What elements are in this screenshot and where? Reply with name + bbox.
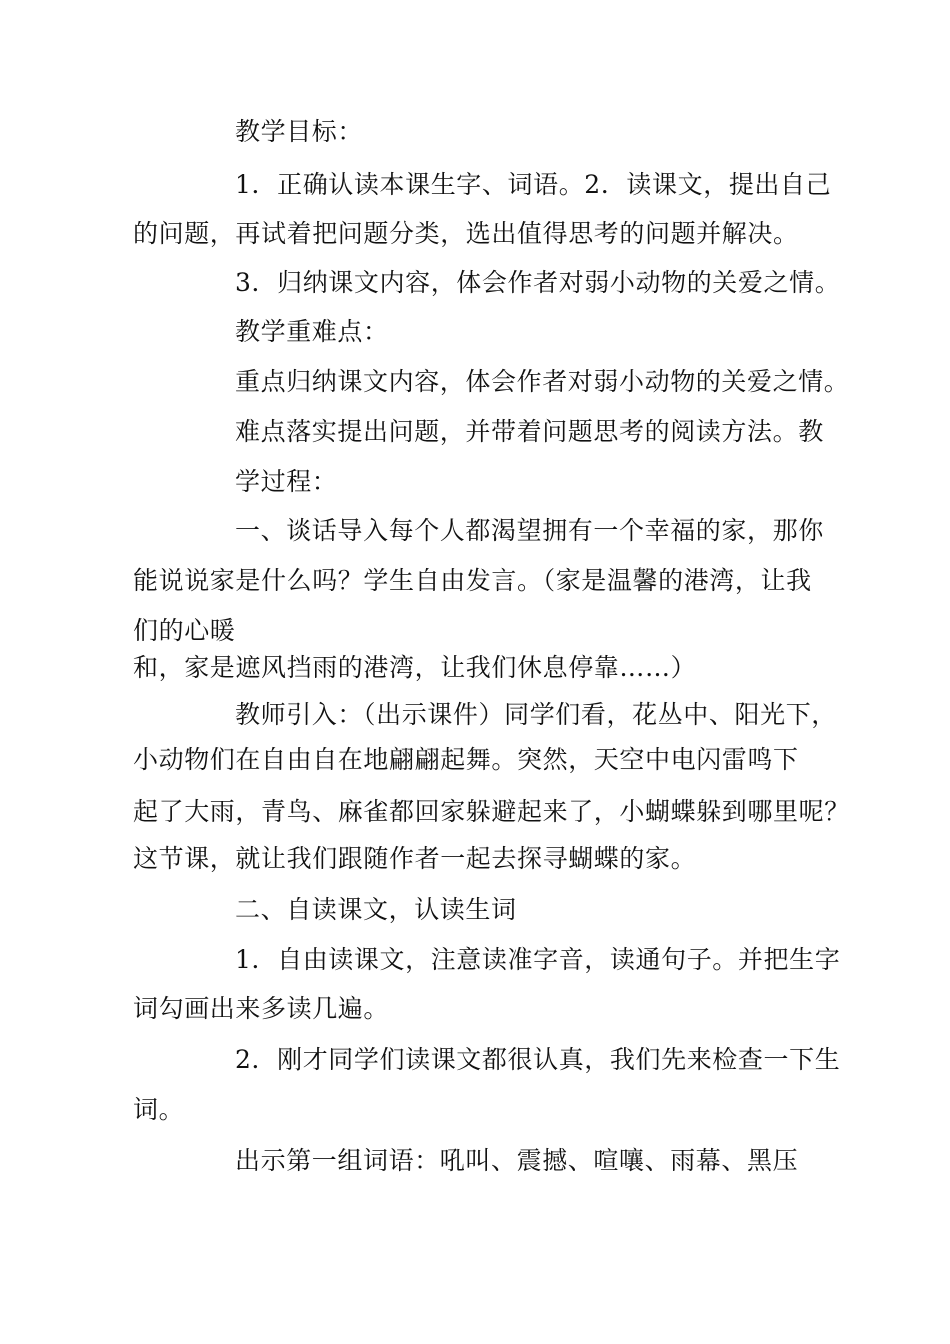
paragraph-line: 教师引入：（出示课件）同学们看，花丛中、阳光下，: [235, 700, 837, 729]
paragraph-line: 起了大雨，青鸟、麻雀都回家躲避起来了，小蝴蝶躲到哪里呢？: [133, 797, 850, 826]
paragraph-line: 难点落实提出问题，并带着问题思考的阅读方法。教: [235, 417, 824, 446]
heading-process: 学过程：: [235, 467, 338, 496]
paragraph-line: 能说说家是什么吗？学生自由发言。（家是温馨的港湾，让我: [133, 566, 812, 595]
paragraph-line: 重点归纳课文内容，体会作者对弱小动物的关爱之情。: [235, 367, 850, 396]
paragraph-line: 一、谈话导入每个人都渴望拥有一个幸福的家，那你: [235, 516, 824, 545]
paragraph-line: 1．正确认读本课生字、词语。2．读课文，提出自己: [235, 170, 832, 199]
paragraph-line: 出示第一组词语：吼叫、震撼、喧嚷、雨幕、黑压: [235, 1146, 799, 1175]
section-heading: 二、自读课文，认读生词: [235, 895, 517, 924]
paragraph-line: 3．归纳课文内容，体会作者对弱小动物的关爱之情。: [235, 268, 841, 297]
paragraph-line: 这节课，就让我们跟随作者一起去探寻蝴蝶的家。: [133, 844, 697, 873]
paragraph-line: 的问题，再试着把问题分类，选出值得思考的问题并解决。: [133, 219, 799, 248]
heading-teaching-goals: 教学目标：: [235, 117, 364, 146]
paragraph-line: 词勾画出来多读几遍。: [133, 994, 390, 1023]
paragraph-line: 2．刚才同学们读课文都很认真，我们先来检查一下生: [235, 1045, 841, 1074]
paragraph-line: 1．自由读课文，注意读准字音，读通句子。并把生字: [235, 945, 841, 974]
paragraph-line: 小动物们在自由自在地翩翩起舞。突然，天空中电闪雷鸣下: [133, 745, 799, 774]
paragraph-line: 们的心暖: [133, 616, 236, 645]
paragraph-line: 和，家是遮风挡雨的港湾，让我们休息停靠……）: [133, 653, 697, 682]
paragraph-line: 词。: [133, 1095, 185, 1124]
heading-key-points: 教学重难点：: [235, 317, 389, 346]
